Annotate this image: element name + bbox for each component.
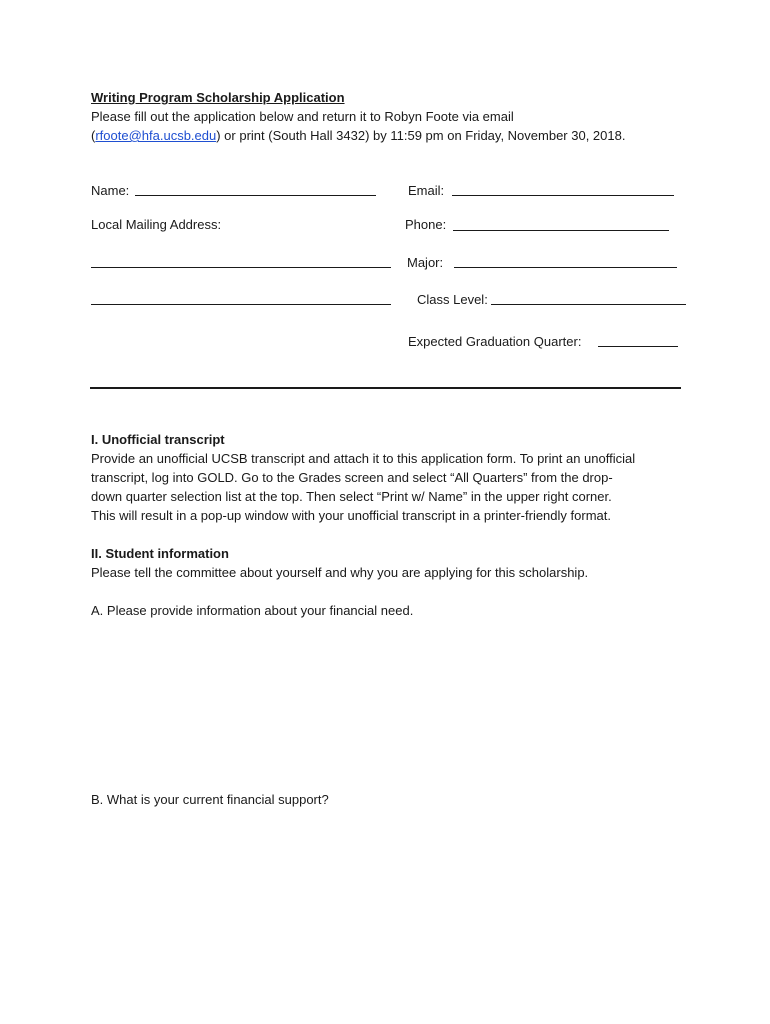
instructions-line-2: [91, 126, 625, 145]
address-label: Local Mailing Address:: [91, 217, 222, 232]
instructions-line-1: Please fill out the application below and return it to Robyn Foote via email: [91, 109, 514, 124]
graduation-label: Expected Graduation Quarter:: [408, 334, 582, 349]
name-field[interactable]: [135, 195, 376, 196]
address-field-line-1[interactable]: [91, 267, 391, 268]
section-2-heading: II. Student information: [91, 546, 229, 561]
section-1-line-4: This will result in a pop-up window with your unofficial transcript in a printer-friendly format.: [91, 508, 611, 523]
section-1-line-3: down quarter selection list at the top. Then select “Print w/ Name” in the upper right corner.: [91, 489, 612, 504]
section-divider: [90, 387, 681, 389]
section-1-heading: I. Unofficial transcript: [91, 432, 225, 447]
address-field-line-2[interactable]: [91, 304, 391, 305]
question-b: B. What is your current financial support?: [91, 792, 329, 807]
paren-open: (: [91, 128, 96, 143]
class-level-label: Class Level:: [417, 292, 488, 307]
section-2-intro: Please tell the committee about yourself and why you are applying for this scholarship.: [91, 565, 589, 580]
email-link[interactable]: rfoote@hfa.ucsb.edu: [95, 128, 217, 143]
section-1-line-1: Provide an unofficial UCSB transcript and attach it to this application form. To print an unofficial: [91, 451, 636, 466]
email-field[interactable]: [452, 195, 674, 196]
section-1-line-2: transcript, log into GOLD. Go to the Grades screen and select “All Quarters” from the drop-: [91, 470, 613, 485]
document-title: Writing Program Scholarship Application: [91, 90, 345, 105]
email-label: Email:: [408, 183, 445, 198]
class-level-field[interactable]: [491, 304, 686, 305]
major-label: Major:: [407, 255, 444, 270]
question-a: A. Please provide information about your financial need.: [91, 603, 414, 618]
major-field[interactable]: [454, 267, 677, 268]
name-label: Name:: [91, 183, 130, 198]
phone-field[interactable]: [453, 230, 669, 231]
phone-label: Phone:: [405, 217, 447, 232]
graduation-field[interactable]: [598, 346, 678, 347]
instructions-line-2-rest: ) or print (South Hall 3432) by 11:59 pm on Friday, November 30, 2018.: [216, 128, 626, 143]
